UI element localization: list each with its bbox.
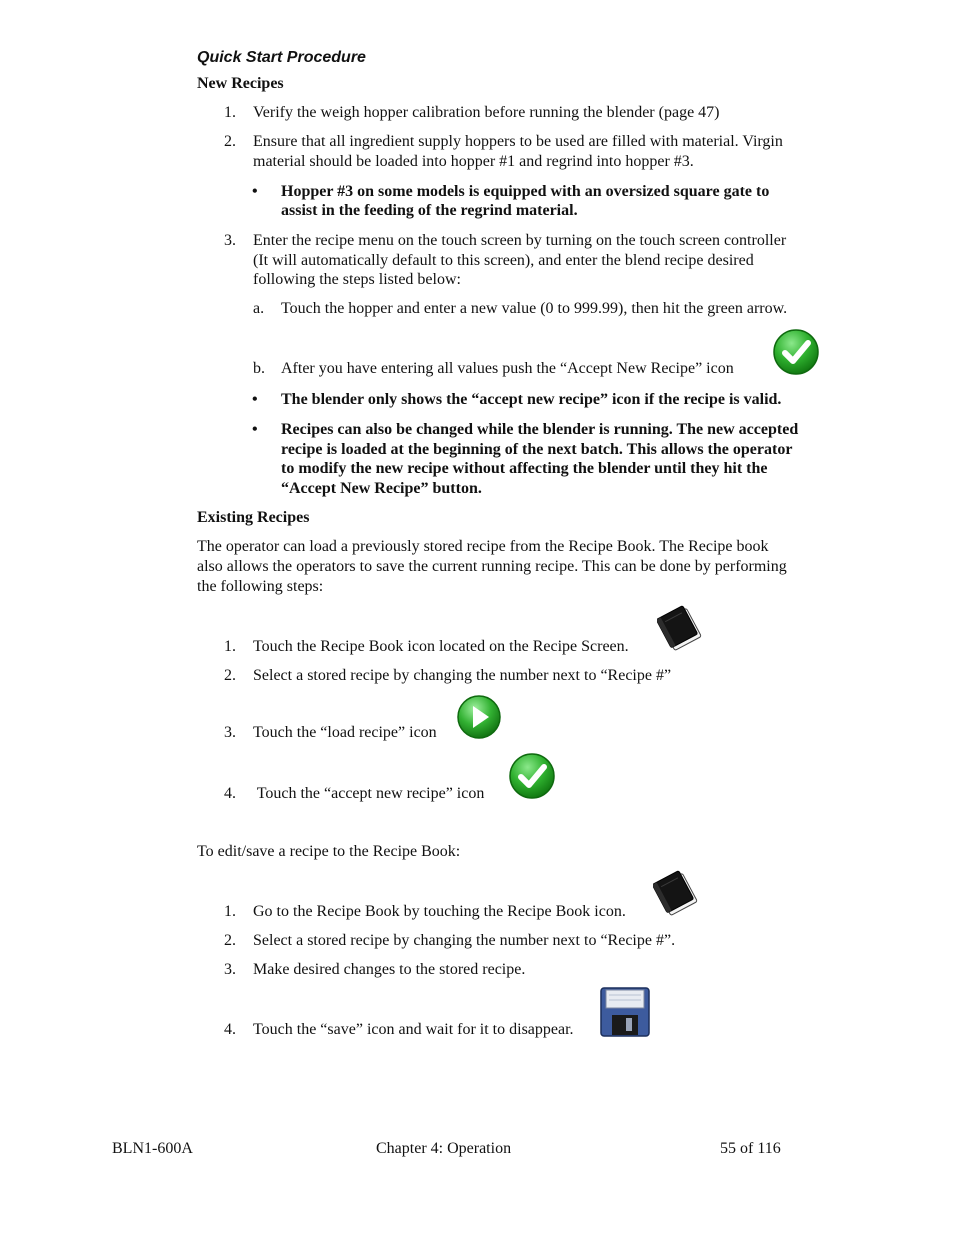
bullet: • <box>252 183 258 200</box>
section-heading: Quick Start Procedure <box>197 49 366 66</box>
floppy-disk-icon <box>600 987 650 1037</box>
step-number: 3. <box>224 961 236 978</box>
existing-recipes-title: Existing Recipes <box>197 509 310 526</box>
green-checkmark-icon <box>772 328 820 376</box>
note-line: Hopper #3 on some models is equipped with an oversized square gate to <box>281 183 770 200</box>
green-checkmark-icon <box>508 752 556 800</box>
step-number: 2. <box>224 932 236 949</box>
step-number: 4. <box>224 785 236 802</box>
step-text: Touch the “accept new recipe” icon <box>253 785 485 802</box>
recipe-book-icon <box>657 603 705 653</box>
note-line: assist in the feeding of the regrind material. <box>281 202 578 219</box>
step-text: Verify the weigh hopper calibration before running the blender (page 47) <box>253 104 720 121</box>
step-text-line: Enter the recipe menu on the touch screen by turning on the touch screen controller <box>253 232 787 249</box>
substep-text: Touch the hopper and enter a new value (0 to 999.99), then hit the green arrow. <box>281 300 788 317</box>
step-number: 2. <box>224 133 236 150</box>
step-text: Touch the “save” icon and wait for it to disappear. <box>253 1021 574 1038</box>
edit-save-intro: To edit/save a recipe to the Recipe Book: <box>197 843 461 860</box>
note-line: recipe is loaded at the beginning of the next batch. This allows the operator <box>281 441 793 458</box>
intro-line: the following steps: <box>197 578 324 595</box>
step-text: Touch the “load recipe” icon <box>253 724 437 741</box>
step-number: 1. <box>224 638 236 655</box>
intro-line: also allows the operators to save the current running recipe. This can be done by performing <box>197 558 787 575</box>
step-text-line: Ensure that all ingredient supply hoppers to be used are filled with material. Virgin <box>253 133 783 150</box>
step-text-line: (It will automatically default to this screen), and enter the blend recipe desired <box>253 252 754 269</box>
substep-label: a. <box>253 300 265 317</box>
substep-label: b. <box>253 360 265 377</box>
step-text-line: material should be loaded into hopper #1 and regrind into hopper #3. <box>253 153 694 170</box>
step-text: Select a stored recipe by changing the number next to “Recipe #”. <box>253 932 676 949</box>
step-number: 1. <box>224 903 236 920</box>
step-number: 2. <box>224 667 236 684</box>
step-number: 3. <box>224 232 236 249</box>
intro-line: The operator can load a previously stored recipe from the Recipe Book. The Recipe book <box>197 538 769 555</box>
footer-page-number: 55 of 116 <box>720 1140 781 1157</box>
footer-chapter: Chapter 4: Operation <box>376 1140 512 1157</box>
new-recipes-title: New Recipes <box>197 75 284 92</box>
step-number: 1. <box>224 104 236 121</box>
step-text: Touch the Recipe Book icon located on the Recipe Screen. <box>253 638 629 655</box>
substep-text: After you have entering all values push the “Accept New Recipe” icon <box>281 360 734 377</box>
note-line: The blender only shows the “accept new recipe” icon if the recipe is valid. <box>281 391 782 408</box>
footer-doc-id: BLN1-600A <box>112 1140 193 1157</box>
step-number: 4. <box>224 1021 236 1038</box>
note-line: to modify the new recipe without affecting the blender until they hit the <box>281 460 768 477</box>
step-text: Select a stored recipe by changing the number next to “Recipe #” <box>253 667 672 684</box>
note-line: Recipes can also be changed while the blender is running. The new accepted <box>281 421 799 438</box>
bullet: • <box>252 391 258 408</box>
step-text: Make desired changes to the stored recipe. <box>253 961 526 978</box>
step-text-line: following the steps listed below: <box>253 271 461 288</box>
step-number: 3. <box>224 724 236 741</box>
step-text: Go to the Recipe Book by touching the Recipe Book icon. <box>253 903 626 920</box>
green-play-icon <box>456 694 502 740</box>
bullet: • <box>252 421 258 438</box>
note-line: “Accept New Recipe” button. <box>281 480 482 497</box>
recipe-book-icon <box>653 868 701 918</box>
